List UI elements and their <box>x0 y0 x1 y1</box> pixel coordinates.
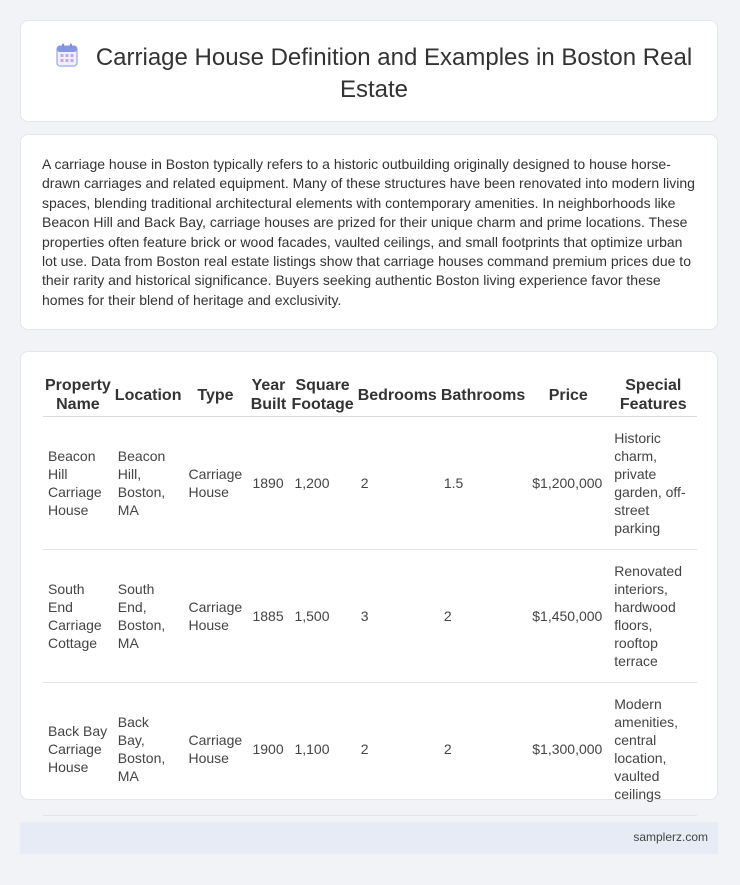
cell-price: $1,450,000 <box>527 550 609 683</box>
intro-card <box>20 134 718 330</box>
table-row <box>43 550 697 683</box>
header-bathrooms: Bathrooms <box>439 374 527 417</box>
title-text: Carriage House Definition and Examples in Boston Real Estate <box>95 44 693 103</box>
table-row <box>43 417 697 550</box>
cell-price: $1,200,000 <box>527 417 609 550</box>
header-year-built: Year Built <box>247 374 289 417</box>
cell-property-name: Beacon Hill Carriage House <box>43 417 113 550</box>
cell-property-name: South End Carriage Cottage <box>43 550 113 683</box>
table-row <box>43 683 697 816</box>
cell-location: Back Bay, Boston, MA <box>113 683 184 816</box>
cell-bathrooms: 2 <box>439 683 527 816</box>
cell-square-footage: 1,200 <box>289 417 355 550</box>
cell-price: $1,300,000 <box>527 683 609 816</box>
title-card <box>20 20 718 122</box>
header-location: Location <box>113 374 184 417</box>
header-property-name: Property Name <box>43 374 113 417</box>
table-header-row <box>43 374 697 417</box>
cell-year-built: 1900 <box>247 683 289 816</box>
cell-bedrooms: 2 <box>356 417 439 550</box>
page-title <box>51 43 697 105</box>
calendar-icon <box>56 43 78 75</box>
cell-square-footage: 1,500 <box>289 550 355 683</box>
cell-type: Carriage House <box>183 550 247 683</box>
cell-bedrooms: 2 <box>356 683 439 816</box>
footer <box>20 822 718 854</box>
cell-special-features: Modern amenities, central location, vaulted ceilings <box>609 683 697 816</box>
header-square-footage: Square Footage <box>289 374 355 417</box>
cell-type: Carriage House <box>183 683 247 816</box>
cell-location: Beacon Hill, Boston, MA <box>113 417 184 550</box>
header-type: Type <box>183 374 247 417</box>
properties-table <box>43 374 697 816</box>
table-card <box>20 351 718 800</box>
cell-bathrooms: 2 <box>439 550 527 683</box>
cell-special-features: Historic charm, private garden, off-street parking <box>609 417 697 550</box>
cell-property-name: Back Bay Carriage House <box>43 683 113 816</box>
cell-square-footage: 1,100 <box>289 683 355 816</box>
cell-type: Carriage House <box>183 417 247 550</box>
cell-special-features: Renovated interiors, hardwood floors, rooftop terrace <box>609 550 697 683</box>
intro-paragraph: A carriage house in Boston typically refers to a historic outbuilding originally designed to house horse-drawn carriages and related equipment. Many of these structures have been renovated into modern living spaces, blending traditional architectural elements with contemporary amenities. In neighborhoods like Beacon Hill and Back Bay, carriage houses are prized for their unique charm and prime locations. These properties often feature brick or wood facades, vaulted ceilings, and small footprints that optimize urban lot use. Data from Boston real estate listings show that carriage houses command premium prices due to their rarity and historical significance. Buyers seeking authentic Boston living experience favor these homes for their blend of heritage and exclusivity. <box>42 156 695 308</box>
cell-year-built: 1890 <box>247 417 289 550</box>
footer-site-link[interactable]: samplerz.com <box>633 830 708 844</box>
header-special-features: Special Features <box>609 374 697 417</box>
header-bedrooms: Bedrooms <box>356 374 439 417</box>
cell-bathrooms: 1.5 <box>439 417 527 550</box>
cell-bedrooms: 3 <box>356 550 439 683</box>
cell-year-built: 1885 <box>247 550 289 683</box>
header-price: Price <box>527 374 609 417</box>
cell-location: South End, Boston, MA <box>113 550 184 683</box>
